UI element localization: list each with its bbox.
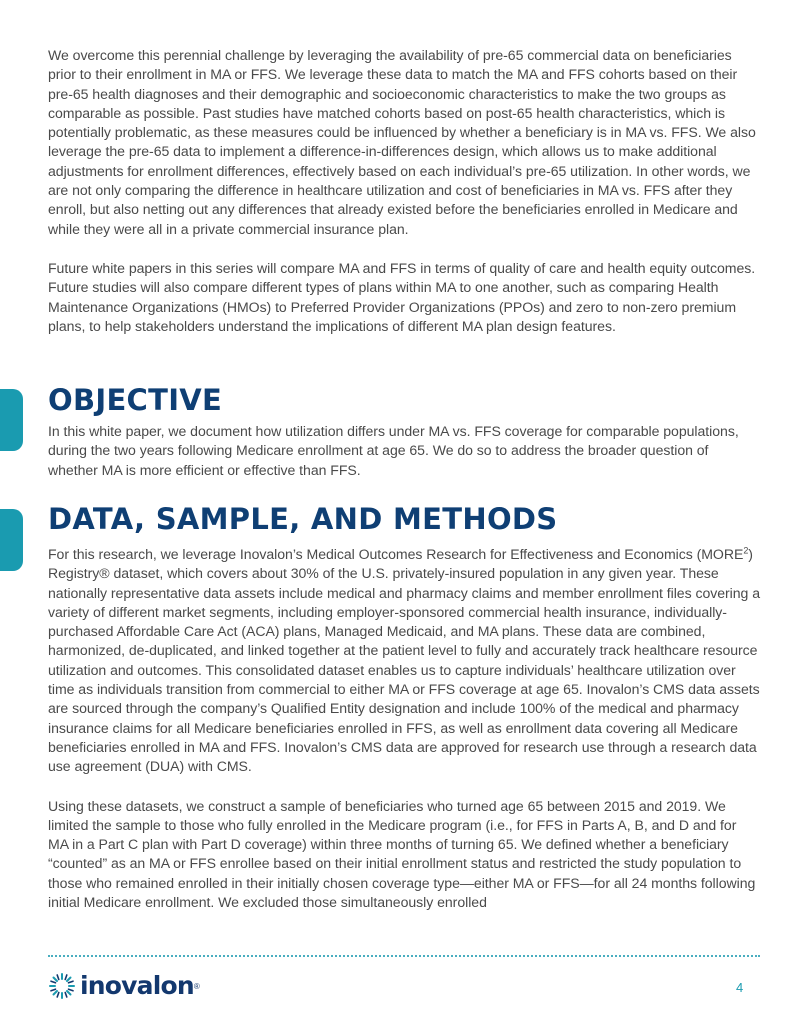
intro-section — [48, 46, 760, 336]
inovalon-logo — [48, 971, 200, 1001]
methods-paragraph-1-part-b: ) Registry® dataset, which covers about 30% of the U.S. privately-insured population in any given year. These nationally representative data assets include medical and pharmacy claims and member enrollment files covering a variety of different market segments, including employer-sponsored commercial health insurance, individually-purchased Affordable Care Act (ACA) plans, Managed Medicaid, and MA plans. These data are combined, harmonized, de-duplicated, and linked together at the patient level to fully and accurately track healthcare resource utilization and outcomes. This consolidated dataset enables us to capture individuals’ healthcare utilization over time as individuals transition from commercial to either MA or FFS coverage at age 65. Inovalon’s CMS data assets are sourced through the company’s Qualified Entity designation and include 100% of the medical and pharmacy insurance claims for all Medicare beneficiaries enrolled in FFS, as well as enrollment data covering all Medicare beneficiaries enrolled in MA and FFS. Inovalon’s CMS data are approved for research use through a research data use agreement (DUA) with CMS. — [48, 546, 760, 775]
superscript-2: 2 — [743, 545, 749, 556]
methods-paragraph-1 — [48, 545, 760, 777]
methods-paragraph-2: Using these datasets, we construct a sample of beneficiaries who turned age 65 between 2015 and 2019. We limited the sample to those who fully enrolled in the Medicare program (i.e., for FFS in Parts A, B, and D and for MA in a Part C plan with Part D coverage) within three months of turning 65. We defined whether a beneficiary “counted” as an MA or FFS enrollee based on their initial enrollment status and restricted the study population to those who remained enrolled in their initially chosen coverage type—either MA or FFS—for all 24 months following initial Medicare enrollment. We excluded those simultaneously enrolled — [48, 797, 756, 911]
methods-section — [48, 503, 760, 912]
intro-paragraph-1: We overcome this perennial challenge by leveraging the availability of pre-65 commercial data on beneficiaries prior to their enrollment in MA or FFS. We leverage these data to match the MA and FFS cohorts based on their pre-65 health diagnoses and their demographic and socioeconomic characteristics to make the two groups as comparable as possible. Past studies have matched cohorts based on post-65 health characteristics, which is potentially problematic, as these measures could be influenced by whether a beneficiary is in MA vs. FFS. We also leverage the pre-65 data to implement a difference-in-differences design, which allows us to make additional adjustments for enrollment differences, effectively based on each individual’s pre-65 utilization. In other words, we are not only comparing the difference in healthcare utilization and cost of beneficiaries in MA vs. FFS after they enroll, but also netting out any differences that already existed before the beneficiaries enrolled in Medicare and while they were all in a private commercial insurance plan. — [48, 47, 756, 237]
objective-heading: OBJECTIVE — [48, 383, 223, 417]
intro-paragraph-2: Future white papers in this series will compare MA and FFS in terms of quality of care and health equity outcomes. Future studies will also compare different types of plans within MA to one another, such as comparing Health Maintenance Organizations (HMOs) to Preferred Provider Organizations (PPOs) and zero to non-zero premium plans, to help stakeholders understand the implications of different MA plan design features. — [48, 259, 756, 334]
footer-divider — [48, 955, 760, 957]
logo-wordmark: inovalon — [80, 971, 194, 1000]
objective-section — [48, 384, 760, 480]
methods-heading: DATA, SAMPLE, AND METHODS — [48, 502, 558, 536]
page-number: 4 — [736, 980, 744, 995]
methods-paragraph-1-part-a: For this research, we leverage Inovalon’s Medical Outcomes Research for Effectiveness and Economics (MORE — [48, 546, 744, 562]
section-tab-marker — [0, 509, 23, 571]
logo-burst-icon — [48, 972, 76, 1000]
section-tab-marker — [0, 389, 23, 451]
objective-paragraph: In this white paper, we document how utilization differs under MA vs. FFS coverage for comparable populations, during the two years following Medicare enrollment at age 65. We do so to address the broader question of whether MA is more efficient or effective than FFS. — [48, 423, 739, 478]
logo-registered-mark: ® — [193, 981, 200, 991]
